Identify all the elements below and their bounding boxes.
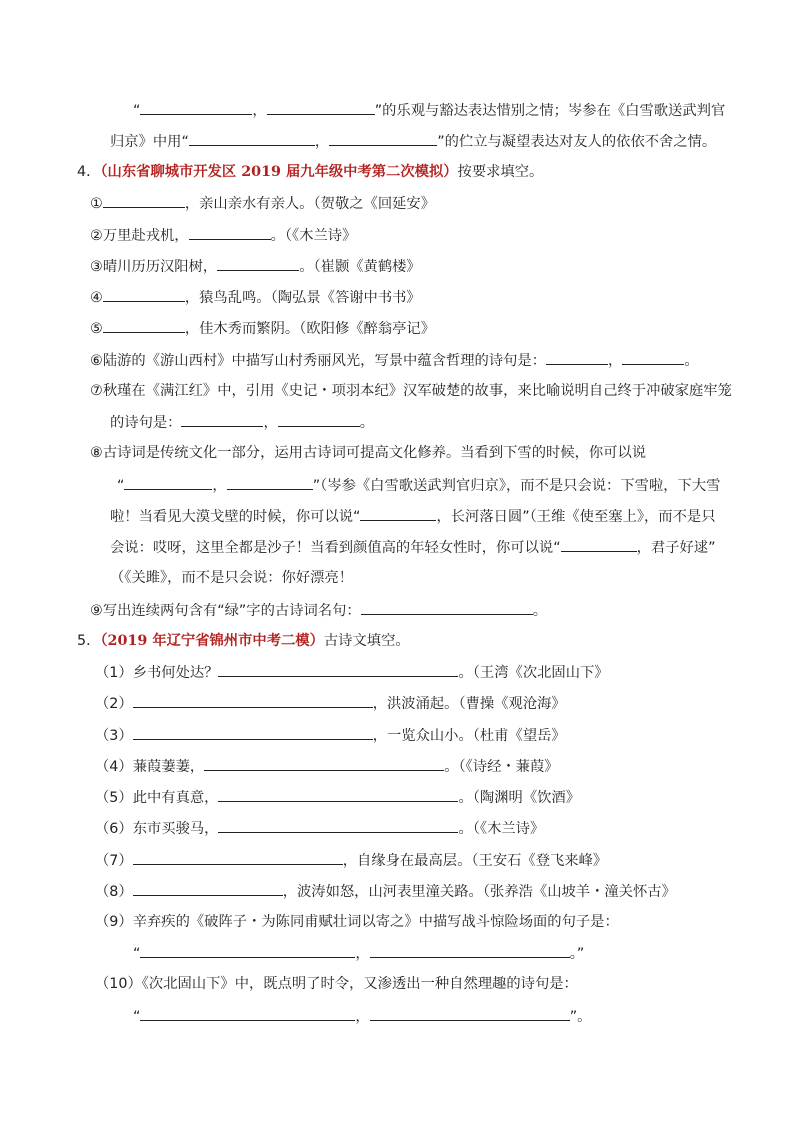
answer-blank[interactable] [360, 506, 436, 521]
q4-item-7-line-1: ⑦秋瑾在《满江红》中，引用《史记・项羽本纪》汉军破楚的故事，来比喻说明自己终于冲破家庭牢笼 [90, 383, 732, 399]
question-source: （山东省聊城市开发区 2019 届九年级中考第二次模拟） [100, 164, 458, 180]
intro-line-1: “ ， ”的乐观与豁达表达惜别之情；岑参在《白雪歌送武判官 [133, 100, 725, 120]
answer-blank[interactable] [189, 225, 271, 240]
answer-blank[interactable] [370, 1006, 570, 1021]
q5-item-10-line-1: （10）《次北固山下》中，既点明了时令，又渗透出一种自然理趣的诗句是： [95, 976, 578, 992]
q5-item-2: （2） ，洪波涌起。（曹操《观沧海》 [95, 693, 566, 713]
answer-blank[interactable] [278, 412, 360, 427]
answer-blank[interactable] [622, 350, 684, 365]
answer-blank[interactable] [140, 943, 355, 958]
q5-item-3: （3） ，一览众山小。（杜甫《望岳》 [95, 725, 566, 745]
answer-blank[interactable] [546, 350, 608, 365]
intro-line-2: 归京》中用“ ， ”的伫立与凝望表达对友人的依依不舍之情。 [110, 131, 716, 151]
question-5-header: 5．（2019 年辽宁省锦州市中考二模）古诗文填空。 [77, 633, 410, 649]
answer-blank[interactable] [133, 850, 343, 865]
answer-blank[interactable] [189, 131, 315, 146]
answer-blank[interactable] [133, 725, 373, 740]
q4-item-8-line-4: 会说：哎呀，这里全都是沙子！当看到颜值高的年轻女性时，你可以说“ ，君子好逑” [110, 537, 716, 557]
question-source: （2019 年辽宁省锦州市中考二模） [100, 633, 324, 649]
answer-blank[interactable] [124, 475, 212, 490]
q4-item-6: ⑥陆游的《游山西村》中描写山村秀丽风光，写景中蕴含哲理的诗句是： ， 。 [90, 350, 699, 370]
answer-blank[interactable] [361, 600, 533, 615]
q4-item-4: ④ ，猿鸟乱鸣。（陶弘景《答谢中书书》 [90, 287, 421, 307]
answer-blank[interactable] [329, 131, 437, 146]
answer-blank[interactable] [204, 756, 444, 771]
question-4-header: 4．（山东省聊城市开发区 2019 届九年级中考第二次模拟）按要求填空。 [77, 164, 544, 180]
q4-item-8-line-1: ⑧古诗词是传统文化一部分，运用古诗词可提高文化修养。当看到下雪的时候，你可以说 [90, 445, 647, 461]
q4-item-9: ⑨写出连续两句含有“绿”字的古诗词名句： 。 [90, 600, 547, 620]
q5-item-8: （8） ，波涛如怒，山河表里潼关路。（张养浩《山坡羊・潼关怀古》 [95, 881, 676, 901]
q4-item-7-line-2: 的诗句是： ， 。 [110, 412, 374, 432]
q5-item-5: （5）此中有真意， 。（陶渊明《饮酒》 [95, 787, 580, 807]
q5-item-7: （7） ，自缘身在最高层。（王安石《登飞来峰》 [95, 850, 607, 870]
q4-item-5: ⑤ ，佳木秀而繁阴。（欧阳修《醉翁亭记》 [90, 318, 435, 338]
answer-blank[interactable] [103, 287, 185, 302]
q5-item-6: （6）东市买骏马， 。（《木兰诗》 [95, 818, 544, 838]
q5-item-10-line-2: “ ， ”。 [133, 1006, 591, 1026]
answer-blank[interactable] [370, 943, 570, 958]
q5-item-9-line-2: “ ， 。” [133, 943, 584, 963]
answer-blank[interactable] [133, 881, 283, 896]
answer-blank[interactable] [140, 1006, 355, 1021]
answer-blank[interactable] [561, 537, 637, 552]
q4-item-8-line-3: 啦！当看见大漠戈壁的时候，你可以说“ ，长河落日圆”（王维《使至塞上》，而不是只 [110, 506, 716, 526]
answer-blank[interactable] [181, 412, 263, 427]
answer-blank[interactable] [218, 818, 458, 833]
q4-item-8-line-5: （《关雎》，而不是只会说：你好漂亮！ [110, 570, 354, 586]
answer-blank[interactable] [217, 256, 299, 271]
answer-blank[interactable] [218, 787, 458, 802]
q5-item-1: （1）乡书何处达？ 。（王湾《次北固山下》 [95, 662, 609, 682]
answer-blank[interactable] [133, 693, 373, 708]
q4-item-2: ②万里赴戎机， 。（《木兰诗》 [90, 225, 356, 245]
q5-item-4: （4）蒹葭萋萋， 。（《诗经・蒹葭》 [95, 756, 559, 776]
q4-item-3: ③晴川历历汉阳树， 。（崔颢《黄鹤楼》 [90, 256, 421, 276]
answer-blank[interactable] [140, 100, 252, 115]
q4-item-1: ① ，亲山亲水有亲人。（贺敬之《回延安》 [90, 193, 435, 213]
q5-item-9-line-1: （9）辛弃疾的《破阵子・为陈同甫赋壮词以寄之》中描写战斗惊险场面的句子是： [95, 914, 619, 930]
answer-blank[interactable] [218, 662, 458, 677]
answer-blank[interactable] [227, 475, 313, 490]
answer-blank[interactable] [103, 193, 185, 208]
q4-item-8-line-2: “ ， ”（岑参《白雪歌送武判官归京》，而不是只会说：下雪啦，下大雪 [117, 475, 720, 495]
answer-blank[interactable] [103, 318, 185, 333]
answer-blank[interactable] [267, 100, 375, 115]
